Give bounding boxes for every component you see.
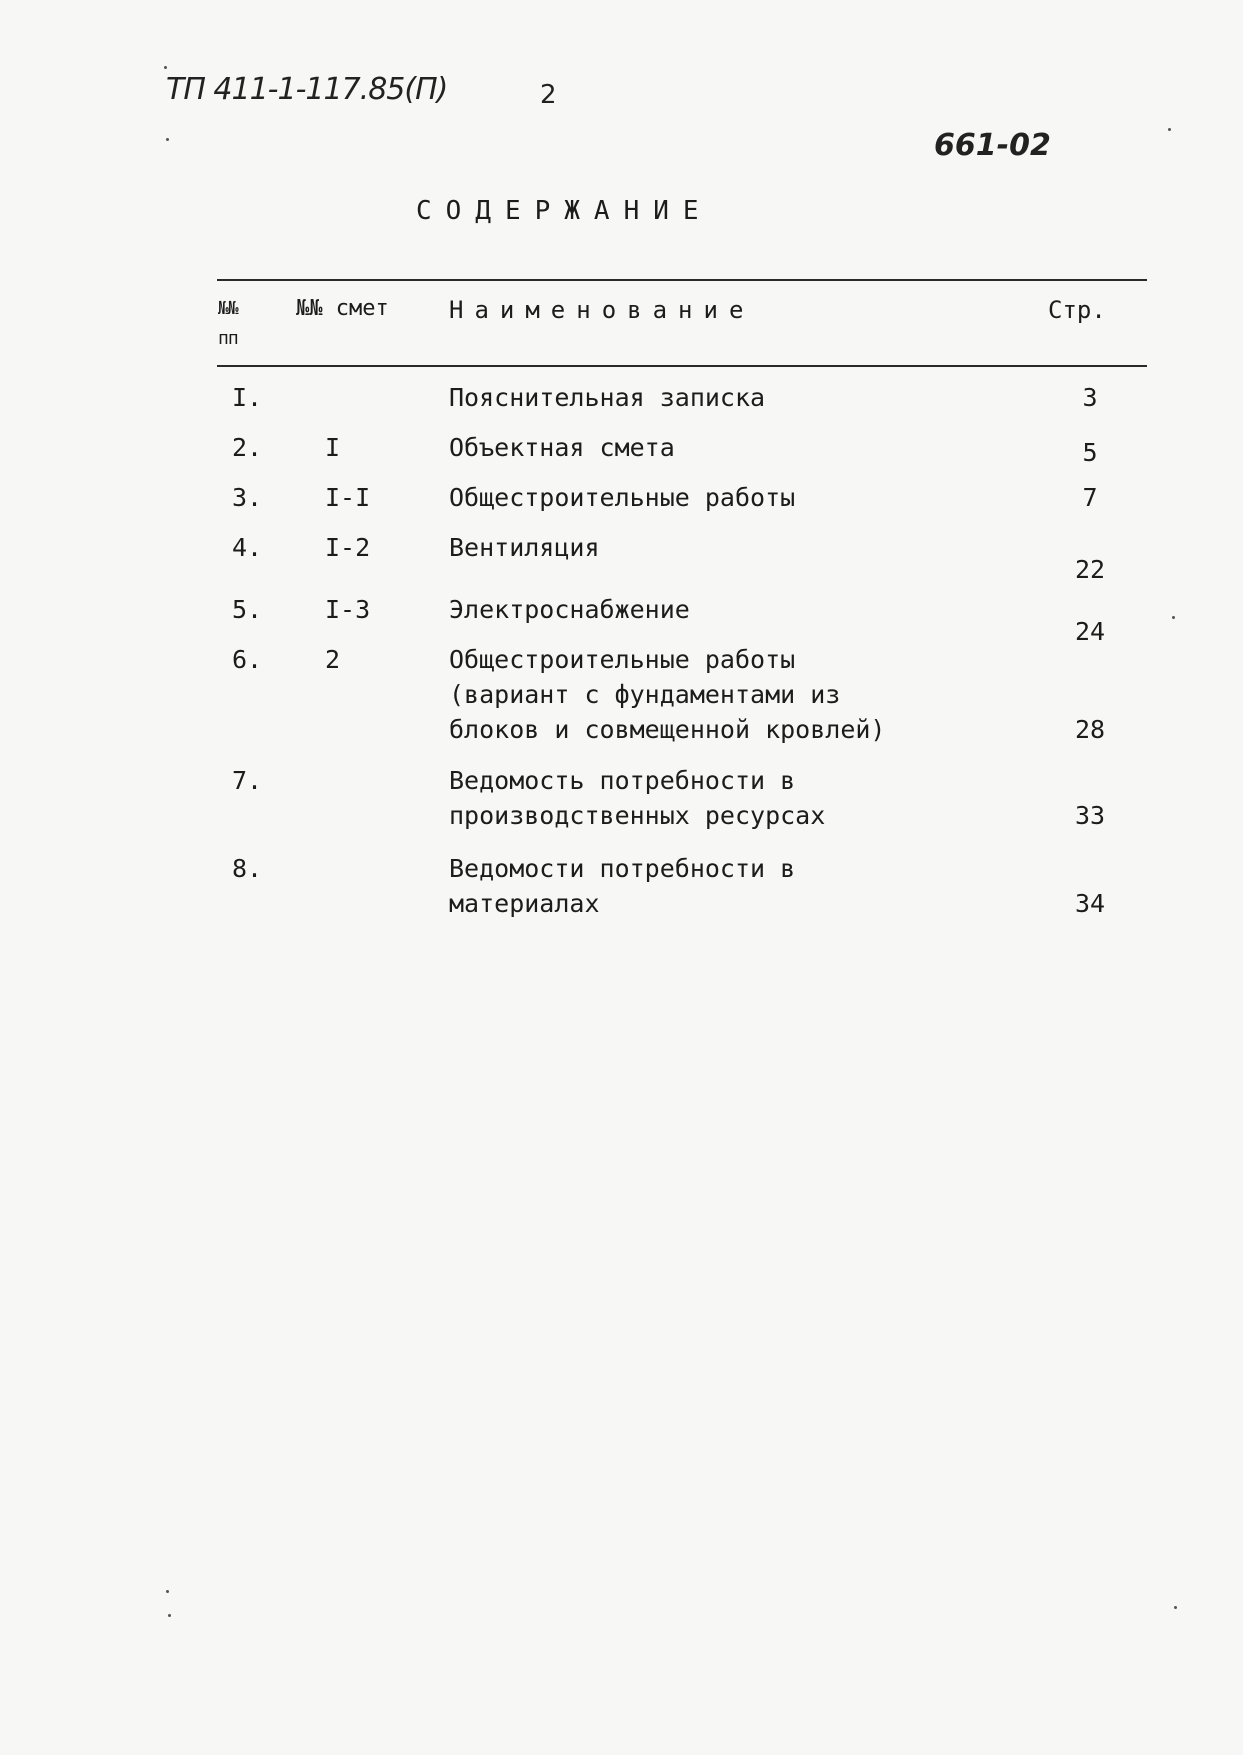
scan-speck xyxy=(168,1614,171,1617)
table-top-rule xyxy=(217,279,1147,281)
page-title: СОДЕРЖАНИЕ xyxy=(416,196,713,226)
row-name-line: Объектная смета xyxy=(449,433,675,462)
row-name-line: Электроснабжение xyxy=(449,595,690,624)
row-number: 8. xyxy=(232,854,263,883)
scan-speck xyxy=(1174,1606,1177,1609)
row-estimate-number: I-2 xyxy=(325,533,371,562)
row-name-line: Пояснительная записка xyxy=(449,383,766,412)
column-header-estimate: №№ смет xyxy=(296,296,389,321)
row-name-line: Ведомость потребности в xyxy=(449,766,796,795)
sheet-code: 661-02 xyxy=(934,128,1051,163)
row-number: I. xyxy=(232,383,263,412)
row-number: 2. xyxy=(232,433,263,462)
row-page-number: 28 xyxy=(1074,715,1106,744)
scan-speck xyxy=(1172,616,1175,619)
row-name xyxy=(449,642,886,747)
row-number: 3. xyxy=(232,483,263,512)
row-name xyxy=(449,480,795,515)
row-page-number: 22 xyxy=(1074,555,1106,584)
scan-speck xyxy=(166,138,169,141)
scan-speck xyxy=(164,66,167,69)
column-header-page: Стр. xyxy=(1048,296,1106,324)
row-number: 5. xyxy=(232,595,263,624)
row-page-number: 7 xyxy=(1082,483,1098,512)
row-name-line: Общестроительные работы xyxy=(449,645,796,674)
row-name-line: (вариант с фундаментами из xyxy=(449,680,841,709)
row-name-line: Ведомости потребности в xyxy=(449,854,796,883)
row-name-line: производственных ресурсах xyxy=(449,801,826,830)
row-name xyxy=(449,530,600,565)
row-name xyxy=(449,592,690,627)
row-name-line: материалах xyxy=(449,889,600,918)
row-page-number: 24 xyxy=(1074,617,1106,646)
row-number: 6. xyxy=(232,645,263,674)
row-number: 7. xyxy=(232,766,263,795)
row-name xyxy=(449,430,675,465)
row-name xyxy=(449,851,795,921)
scan-speck xyxy=(1168,128,1171,131)
row-name-line: блоков и совмещенной кровлей) xyxy=(449,715,886,744)
row-name xyxy=(449,763,825,833)
row-name-line: Вентиляция xyxy=(449,533,600,562)
document-code: ТП 411-1-117.85(П) xyxy=(166,72,448,107)
column-header-name: Наименование xyxy=(449,296,755,324)
row-estimate-number: I xyxy=(325,433,341,462)
row-page-number: 34 xyxy=(1074,889,1106,918)
row-page-number: 5 xyxy=(1082,438,1098,467)
row-page-number: 3 xyxy=(1082,383,1098,412)
row-name xyxy=(449,380,765,415)
column-header-number: №№ пп xyxy=(218,298,238,349)
table-header-rule xyxy=(217,365,1147,367)
scan-speck xyxy=(166,1590,169,1593)
row-page-number: 33 xyxy=(1074,801,1106,830)
row-name-line: Общестроительные работы xyxy=(449,483,796,512)
row-estimate-number: 2 xyxy=(325,645,341,674)
page-number: 2 xyxy=(540,80,557,110)
row-estimate-number: I-3 xyxy=(325,595,371,624)
row-number: 4. xyxy=(232,533,263,562)
row-estimate-number: I-I xyxy=(325,483,371,512)
